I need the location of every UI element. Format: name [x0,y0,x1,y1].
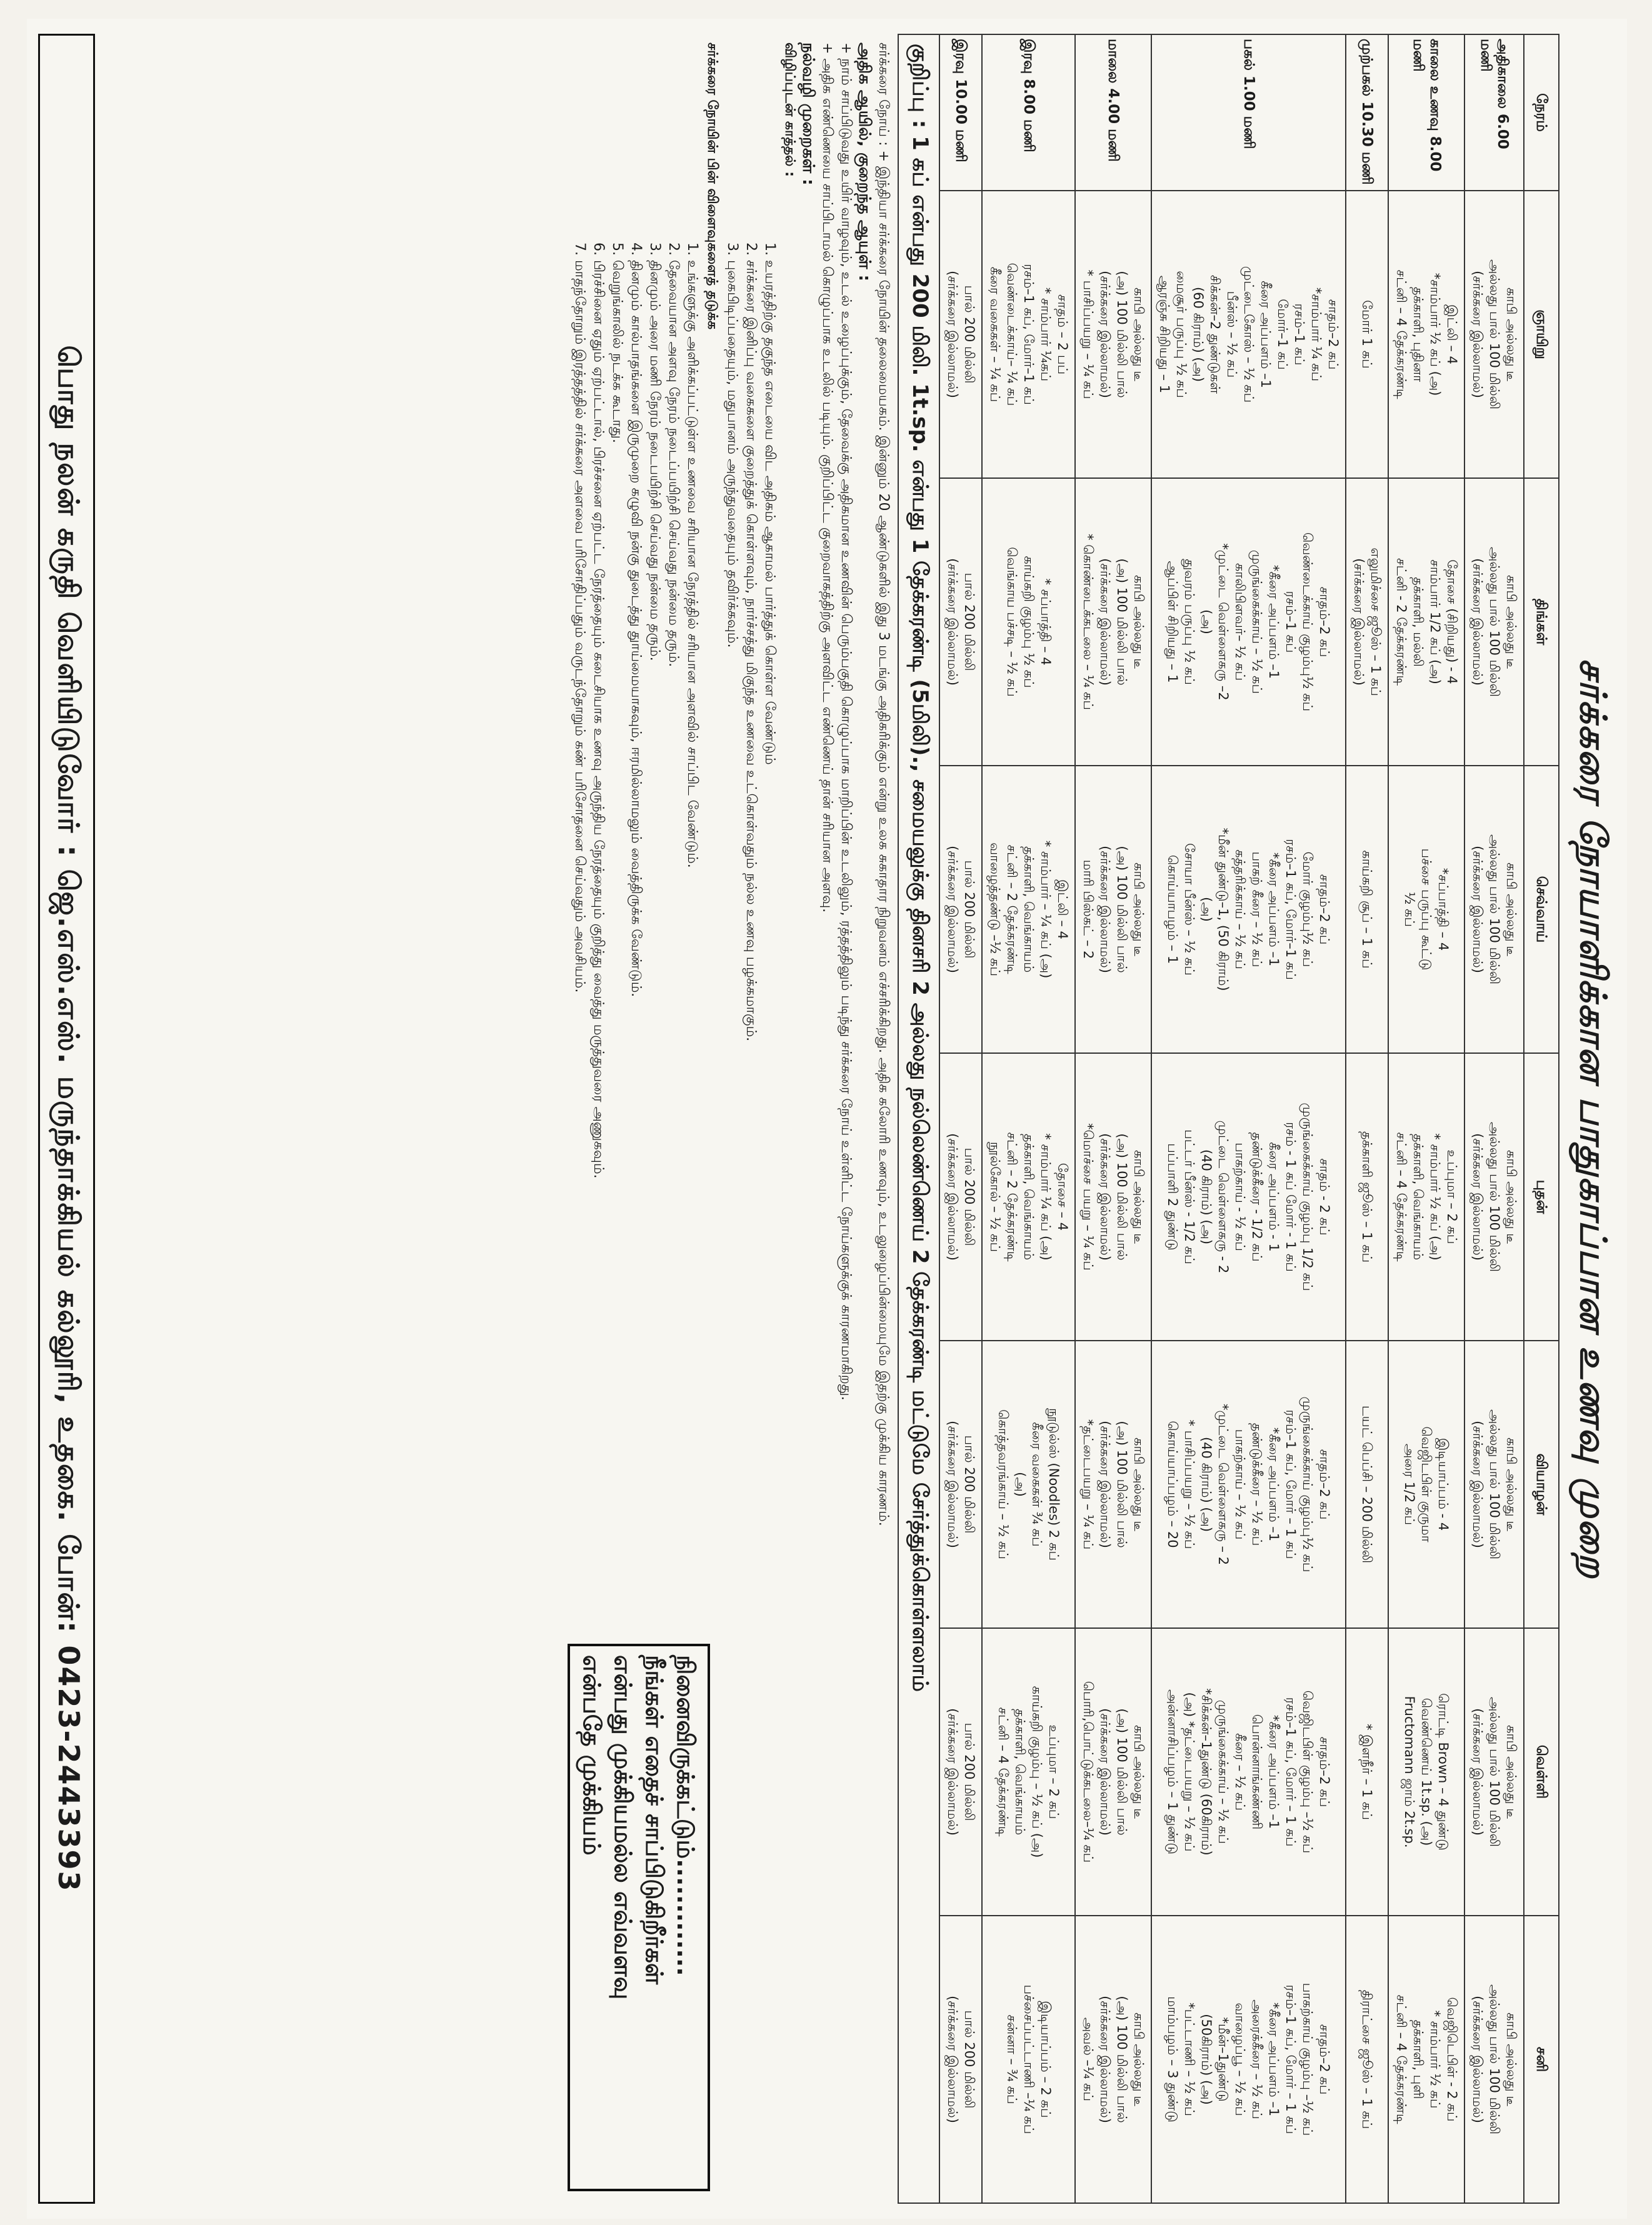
meal-item-text: திராட்சை ஜூஸ் – 1 கப் [1359,1989,1375,2129]
meal-cell [939,1628,982,1916]
meal-item-text: துவரம் பருப்பு ½ கப் [1182,559,1198,685]
meal-item-text: காபி அல்லது டீ [1504,2012,1519,2107]
meal-cell [1464,1916,1524,2203]
meal-cell [1151,1628,1346,1916]
meal-cell [1464,191,1524,478]
meal-item-text: *சாம்பார் ½ கப் (அ) [1428,272,1443,396]
page-title: சர்க்கரை நோயாளிக்கான பாதுகாப்பான உணவு முறை [1572,658,1614,1579]
meal-item-text: காபி அல்லது டீ [1504,1149,1519,1244]
measurement-note: குறிப்பு : 1 கப் என்பது 200 மிலி. 1t.sp. என்பது 1 தேக்கரண்டி (5மிலி)., சமையலுக்கு தினசரி 2 அல்லது நல்லெண்ணெய் 2 தேக்கரண்டி மட்டுமே சேர்த்துக்கொள்ளலாம் [898,34,939,2204]
meal-cell [1075,1916,1151,2203]
meal-item-text: வெண்ணெய் 1t.sp. (அ) [1419,1698,1434,1846]
meal-item-text: (அ) 100 மில்லி பால் [1114,1996,1129,2123]
meal-cell [1388,478,1464,766]
list-item: 3. தினமும் அரை மணி நேரம் நடைபயிற்சி செய்வது நன்மை தரும். [647,242,663,661]
meal-item-text: *மீன்–1துண்டு [1216,2017,1231,2102]
care-list [723,242,779,2195]
meal-item-text: எலுமிச்சை ஜூஸ் – 1 கப் [1368,548,1383,696]
table-body [939,34,1524,2203]
meal-cell [982,766,1075,1053]
meal-item-text: *கீரை அப்பளம் –1 [1266,2002,1282,2117]
meal-item-text: பால் 200 மில்லி [962,1722,977,1821]
meal-item-text: அல்லது பால் 100 மில்லி [1487,259,1502,410]
meal-item-text: ½ கப் [1402,891,1418,928]
meal-item-text: காய்கறி குழம்பு – ½ கப் (அ) [1029,1686,1045,1858]
meal-item-text: (40 கிராம்) (அ) [1199,1149,1214,1245]
meal-item-text: * சாம்பார் ¼ கப் (அ) [1038,1133,1053,1261]
meal-item-text: காலிபிளவர்– ½ கப் [1233,562,1248,681]
meal-item-text: பாகற்காய் - ½ கப் [1233,1142,1248,1251]
meal-item-text: காபி அல்லது டீ [1504,862,1519,957]
complications-heading: சர்க்கரை நோயின் பின் விளைவுகளைத் தடுக்க [704,42,720,330]
header-friday: வெள்ளி [1524,1628,1559,1916]
header-monday: திங்கள் [1524,478,1559,766]
meal-item-text: (சர்க்கரை இல்லாமல்) [1470,271,1485,398]
meal-item-text: ரசம்–1 கப், மோர்–1 கப் [1021,264,1036,405]
meal-item-text: வெங்காய பச்சடி – ½ கப் [1004,547,1019,697]
meal-item-text: தக்காளி, வெங்காயம் [1013,1708,1028,1836]
meal-item-text: * சாம்பார் ½ கப் [1428,2010,1443,2109]
meal-cell [1346,1628,1388,1916]
meal-item-text: *சாம்பார் ¼ கப் [1309,287,1324,382]
meal-item-text: (சர்க்கரை இல்லாமல்) [1470,846,1485,973]
meal-item-text: டயட் பெப்சி – 200 மில்லி [1359,1405,1375,1564]
meal-item-text: கொய்யாபழம் – 1 [1165,854,1181,964]
meal-item-text: பொரி,பொட்டுக்கடலை–¼ கப் [1081,1681,1096,1863]
meal-item-text: பாகற்காய் – ½ கப் [1233,1429,1248,1540]
meal-item-text: *பட்டாணி – ½ கப் [1182,2002,1198,2116]
meal-item-text: காய்கறி குழம்பு ½ கப் [1021,556,1036,688]
header-time: நேரம் [1524,34,1559,191]
meal-item-text: மாம்பழம் – 3 துண்டு [1165,1996,1181,2122]
meal-item-text: தோசை – 4 [1055,1162,1070,1231]
meal-item-text: பொன்னாங்கண்ணி [1249,1714,1265,1830]
meal-item-text: பச்சைப்பட்டாணி –¼ கப் [1021,1984,1036,2134]
meal-item-text: *முட்டை வெள்ளைகரு –2 [1216,543,1231,701]
meal-item-text: வெஜிடெபிள் - 2 கப் [1444,1997,1459,2122]
meal-cell [982,1628,1075,1916]
meal-item-text: கீரை அப்பளம் –1 [1258,281,1273,388]
meal-cell [1346,1053,1388,1341]
meal-item-text: (சர்க்கரை இல்லாமல்) [945,1133,960,1261]
meal-item-text: (சர்க்கரை இல்லாமல்) [1470,1421,1485,1548]
meal-item-text: இடியாப்பம் – 2 கப் [1038,2001,1053,2118]
meal-cell [1464,766,1524,1053]
table-row [1464,34,1524,2203]
meal-cell [982,1916,1075,2203]
list-item: 2. சர்க்கரை இனிப்பு வகைகளை குறைத்துக் கொள்ளவும், நார்ச்சத்து மிகுந்த உணவை உட்கொள்வதும் நல்ல உணவு பழக்கமாகும். [743,242,759,1042]
meal-item-text: வாழைப்பூ – ½ கப் [1233,2002,1248,2116]
meal-item-text: சாம்பார் 1/2 கப் (அ) [1428,559,1443,684]
table-row [939,34,982,2203]
reminder-line: என்பது முக்கியமல்ல எவ்வளவு [609,1655,637,2000]
meal-item-text: அல்லது பால் 100 மில்லி [1487,1696,1502,1848]
meal-item-text: (அ) 100 மில்லி பால் [1114,1133,1129,1261]
meal-cell [1346,478,1388,766]
meal-time-cell: பகல் 1.00 மணி [1151,34,1346,191]
meal-cell [982,191,1075,478]
meal-time-cell: இரவு 10.00 மணி [939,34,982,191]
meal-item-text: மோர்–1 கப் [1275,299,1290,370]
meal-item-text: காபி அல்லது டீ [1131,574,1146,669]
header-sunday: ஞாயிறு [1524,191,1559,478]
header-saturday: சனி [1524,1916,1559,2203]
meal-time-cell: அதிகாலை 6.00 மணி [1464,34,1524,191]
meal-item-text: (சர்க்கரை இல்லாமல்) [1351,558,1366,686]
meal-item-text: தக்காளி, மல்லி [1411,577,1426,667]
meal-item-text: ரசம்–1 கப், மோர் – 1 கப் [1283,1409,1299,1559]
meal-item-text: சட்னி – 4 தேக்கரண்டி [1394,1994,1409,2124]
meal-cell [1075,766,1151,1053]
meal-item-text: தண்டுக்கீரை - 1/2 கப் [1249,1132,1265,1262]
meal-item-text: காபி அல்லது டீ [1131,287,1146,382]
meal-time-cell: மாலை 4.00 மணி [1075,34,1151,191]
meal-item-text: (சர்க்கரை இல்லாமல்) [1470,1133,1485,1261]
table-row [1346,34,1388,2203]
care-heading: விழிப்புடன் காத்தல் : [782,42,798,177]
meal-item-text: பால் 200 மில்லி [962,1435,977,1534]
meal-cell [1151,766,1346,1053]
meal-cell [1151,191,1346,478]
meal-item-text: (சர்க்கரை இல்லாமல்) [1098,271,1113,398]
meal-item-text: ரசம்–1 கப், மோர் – 1 கப் [1283,1697,1299,1847]
meal-item-text: (50கிராம்) (அ) [1199,2014,1214,2105]
list-item: 7. மாதந்தோறும் இரத்தத்தில் சர்க்கரை அளவை பரிசோதிப்பதும் வருடந்தோறும் கண் பரிசோதனை செய்வதும் அவசியம். [572,242,588,993]
diet-table [939,34,1559,2204]
meal-cell [939,191,982,478]
meal-item-text: சட்னி – 4 தேக்கரண்டி [1394,269,1409,399]
meal-cell [1346,1341,1388,1628]
header-wednesday: புதன் [1524,1053,1559,1341]
meal-item-text: கீரை – ½ கப் [1233,1732,1248,1811]
meal-cell [1464,478,1524,766]
meal-cell [939,1916,982,2203]
meal-item-text: பால் 200 மில்லி [962,2010,977,2109]
meal-item-text: காபி அல்லது டீ [1131,1149,1146,1244]
meal-item-text: * பாசிப்பயறு – ½ கப் [1182,1419,1198,1549]
meal-item-text: தக்காளி, வெங்காயம் [1021,1133,1036,1261]
meal-item-text: ஆப்பிள் சிறியது – 1 [1165,561,1181,683]
meal-item-text: முட்டை வெள்ளைகரு - 2 [1216,1120,1231,1274]
meal-item-text: கீரை வகைகள் ¾ கப் [1029,1422,1045,1547]
meal-item-text: சாதம்–2 கப் [1317,2024,1333,2095]
meal-item-text: பாகற் கீரை – ½ கப் [1249,851,1265,968]
meal-item-text: (அ) 100 மில்லி பால் [1114,558,1129,686]
meal-item-text: காபி அல்லது டீ [1131,1437,1146,1532]
reminder-box [568,1644,710,2191]
meal-item-text: பச்சை பருப்பு கூட்டு [1419,848,1434,971]
table-row [1075,34,1151,2203]
meal-item-text: (அ) [1199,897,1214,922]
reminder-line: நீங்கள் எதைச் சாப்பிடுகிறீர்கள் [641,1655,668,1985]
meal-item-text: வெண்டைக்காய்– ¼ கப் [1004,262,1019,406]
meal-item-text: *மொச்சை பயறு – ¼ கப் [1081,1123,1096,1271]
meal-item-text: அல்லது பால் 100 மில்லி [1487,1409,1502,1560]
meal-item-text: காபி அல்லது டீ [1504,287,1519,382]
meal-time-cell: இரவு 8.00 மணி [982,34,1075,191]
reminder-line: என்பதே முக்கியம் [578,1655,606,1856]
meal-item-text: (சர்க்கரை இல்லாமல்) [945,846,960,973]
meal-item-text: (சர்க்கரை இல்லாமல்) [945,271,960,398]
table-row [1151,34,1346,2203]
meal-cell [1388,1053,1464,1341]
meal-item-text: (சர்க்கரை இல்லாமல்) [945,1708,960,1836]
meal-item-text: (40 கிராம்) (அ) [1199,1436,1214,1532]
meal-item-text: பால் 200 மில்லி [962,572,977,671]
meal-item-text: சட்னி – 2 தேக்கரண்டி [1004,844,1019,974]
meal-item-text: அல்லது பால் 100 மில்லி [1487,834,1502,985]
meal-item-text: காபி அல்லது டீ [1131,862,1146,957]
meal-item-text: சாதம்–2 கப் [1317,586,1333,658]
oil-bullet-2: + அதிக எண்ணெயை சாப்பிடாமல் கொழுப்பாக உடலில் படியும். குறிப்பிட்ட குறைவாகத்திற்கு அளவிட்ட எண்ணெய் தான் சரியான அளவு. [819,42,835,913]
list-item: 4. தினமும் கால்பாதங்களை இருமுறை கழுவி நன்கு துடைத்து துாய்மையாகவும், ஈரமில்லாமலும் வைத்திருக்க வேண்டும். [628,242,644,998]
meal-cell [1464,1628,1524,1916]
meal-item-text: ரசம்–1 கப், மோர் – 1 கப் [1283,1984,1299,2134]
reminder-line: நினைவிருக்கட்டும்............. [672,1655,699,1976]
meal-item-text: ரசம்–1 கப் [1292,303,1307,366]
oil-bullet-1: + நாம் சாப்பிடுவது உயிர் வாழவும், உடல் உழைப்புக்கும், தேவைக்கு அதிகமான உணவின் பெரும்பகுதி கொழுப்பாக மாறிப்பின் உடலிலும், ரத்தத்திலும் படிந்து சர்க்கரை நோய் உள்ளிட்ட நோய்களுக்குக் காரணமாகிறது. [838,42,854,1401]
meal-item-text: அரை 1/2 கப் [1402,1443,1418,1526]
meal-item-text: தக்காளி ஜூஸ் – 1 கப் [1359,1131,1375,1263]
meal-cell [982,478,1075,766]
meal-item-text: முருங்கைக்காய் – ½ கப் [1249,549,1265,694]
meal-cell [1151,478,1346,766]
meal-item-text: ரசம்–1 கப் [1283,591,1299,653]
meal-item-text: சன்னா – ¾ கப் [1004,2014,1019,2104]
meal-cell [939,478,982,766]
meal-item-text: (அ) *தட்டைபயறு – ½ கப் [1182,1692,1198,1852]
table-header-row [1524,34,1559,2203]
list-item: 2. தேவையான அளவு நேரம் நடைப்பயிற்சி செய்வது நன்மை தரும். [666,242,681,668]
meal-item-text: தோசை (சிறியது) - 4 [1444,559,1459,684]
meal-time-cell: முற்பகல் 10.30 மணி [1346,34,1388,191]
meal-item-text: காய்கறி சூப் – 1 கப் [1359,850,1375,969]
meal-item-text: சாதம்–2 கப் [1317,874,1333,945]
meal-item-text: காபி அல்லது டீ [1131,2012,1146,2107]
meal-item-text: வெண்டைக்காய் குழம்பு½ கப் [1300,532,1316,712]
meal-cell [1151,1916,1346,2203]
meal-item-text: ரொட்டி Brown – 4 துண்டு [1436,1693,1451,1851]
oil-heading: அதிக ஆயில், குறைந்த ஆயுள் : [855,42,874,281]
meal-item-text: * சாம்பார் ¼கப் [1038,287,1053,382]
meal-item-text: சட்னி – 4 தேக்கரண்டி [996,1707,1011,1837]
meal-item-text: தண்டுக்கீரை – ½ கப் [1249,1422,1265,1546]
meal-item-text: இடியாப்பம் - 4 [1436,1438,1451,1531]
meal-cell [939,1053,982,1341]
meal-item-text: அல்லது பால் 100 மில்லி [1487,546,1502,698]
meal-item-text: மோர் 1 கப் [1359,300,1375,369]
header-tuesday: செவ்வாய் [1524,766,1559,1053]
meal-item-text: (60 கிராம்) (அ) [1191,286,1206,382]
meal-item-text: (அ) 100 மில்லி பால் [1114,846,1129,973]
meal-cell [1346,766,1388,1053]
meal-item-text: பால் 200 மில்லி [962,285,977,384]
meal-item-text: காபி அல்லது டீ [1504,574,1519,669]
list-item: 1. உங்களுக்கு அளிக்கப்பட்டுள்ள உணவை சரியான நேரத்தில் சரியான அளவில் சாப்பிட வேண்டும். [684,242,700,868]
meal-cell [1151,1053,1346,1341]
list-item: 1. உயரத்திற்கு தகுந்த எடையை விட அதிகம் ஆகாமல் பார்த்துக் கொள்ள வேண்டும் [762,242,778,765]
meal-item-text: முருங்கைக்காய் குழம்பு 1/2 கப் [1300,1102,1316,1291]
meal-item-text: முருங்கைக்காய் குழம்பு½ கப் [1300,1396,1316,1572]
meal-cell [1151,1341,1346,1628]
meal-item-text: *சப்பாத்தி – 4 [1436,868,1451,951]
meal-cell [1346,1916,1388,2203]
meal-item-text: * இளநீர் – 1 கப் [1359,1724,1375,1820]
meal-item-text: பால் 200 மில்லி [962,1148,977,1246]
meal-item-text: ரசம் - 1 கப் மோர் - 1 கப் [1283,1122,1299,1272]
meal-item-text: பப்பாளி 2 துண்டு [1165,1143,1181,1251]
meal-item-text: ஆரஞ்சு சிறியது – 1 [1157,275,1172,394]
meal-item-text: பால் 200 மில்லி [962,860,977,959]
meal-item-text: *கீரை அப்பளம் –1 [1266,1714,1282,1829]
meal-item-text: பாகற்காய் குழம்பு –½ கப் [1300,1982,1316,2136]
meal-item-text: * சாம்பார் ½ கப் (அ) [1428,1133,1443,1261]
meal-item-text: சட்னி – 4 தேக்கரண்டி [1394,1132,1409,1262]
list-item: 5. வெறுங்காலில் நடக்க கூடாது. [609,242,625,443]
meal-item-text: அல்லது பால் 100 மில்லி [1487,1984,1502,2135]
meal-cell [1075,191,1151,478]
meal-item-text: அவல் –¼ கப் [1081,2017,1096,2102]
meal-time-cell: காலை உணவு 8.00 மணி [1388,34,1464,191]
meal-item-text: உப்புமா – 2 கப் [1046,1724,1062,1819]
meal-item-text: (சர்க்கரை இல்லாமல்) [945,558,960,686]
meal-item-text: *கீரை அப்பளம் –1 [1266,1427,1282,1542]
meal-item-text: (சர்க்கரை இல்லாமல்) [945,1421,960,1548]
meal-item-text: கொய்யாப்பழம் – 20 [1165,1421,1181,1548]
meal-item-text: மைசூர் பருப்பு ½ கப் [1174,271,1189,398]
meal-item-text: கீரை அப்பளம் - 1 [1266,1142,1282,1252]
meal-item-text: கத்தரிக்காய் – ½ கப் [1233,849,1248,969]
meal-item-text: காபி அல்லது டீ [1504,1437,1519,1532]
meal-item-text: சாதம் - 2 கப் [1317,1158,1333,1236]
meal-cell [1075,1053,1151,1341]
meal-item-text: (சர்க்கரை இல்லாமல்) [1098,558,1113,686]
meal-item-text: Fructomann ஜாம் 2t.sp. [1402,1696,1418,1848]
meal-item-text: (சர்க்கரை இல்லாமல்) [1470,1708,1485,1836]
meal-cell [1388,1341,1464,1628]
table-row [1388,34,1464,2203]
meal-item-text: (அ) 100 மில்லி பால் [1114,1708,1129,1836]
meal-item-text: காபி அல்லது டீ [1504,1724,1519,1819]
meal-cell [1075,478,1151,766]
meal-item-text: பீன்ஸ் – ½ கப் [1224,291,1239,378]
meal-item-text: தக்காளி, புதினா [1411,286,1426,382]
list-item: 3. புகைபிடிப்பதையும், மதுபானம் அருந்துவதையும் தவிர்க்கவும். [724,242,740,648]
diabetes-intro: சர்க்கரை நோய் : + இந்தியா சர்க்கரை நோயின் தலைமையகம். இன்னும் 20 ஆண்டுகளில் இது 3 மடங்கு அதிகரிக்கும் என்று உலக சுகாதார நிறுவனம் எச்சரிக்கிறது. அதிக கலோரி உணவும், உடலுழைப்பின்மையுமே இதற்கு முக்கிய காரணம். [876,42,891,1526]
meal-cell [1075,1628,1151,1916]
meal-item-text: (சர்க்கரை இல்லாமல்) [1098,1996,1113,2123]
meal-item-text: சட்னி – 2 தேக்கரண்டி [1004,1132,1019,1262]
meal-item-text: அன்னாசிப்பழம் – 1 துண்டு [1165,1689,1181,1855]
meal-item-text: இட்லி – 4 [1055,879,1070,939]
meal-item-text: (சர்க்கரை இல்லாமல்) [1470,558,1485,686]
meal-item-text: ரசம்–1 கப், மோர்–1 கப் [1283,839,1299,980]
meal-item-text: நூடுல்ஸ் (Noodles) 2 கப் [1046,1408,1062,1561]
meal-item-text: நூல்கோல் – ½ கப் [988,1141,1003,1252]
meal-item-text: (அ) [1199,609,1214,634]
meal-item-text: *முட்டை வெள்ளைகரு – 2 [1216,1403,1231,1566]
meal-cell [1464,1341,1524,1628]
meal-item-text: கொத்தவரங்காய் – ½ கப் [996,1409,1011,1559]
meal-item-text: பட்டர் பீன்ஸ் - 1/2 கப் [1182,1129,1198,1264]
header-thursday: வியாழன் [1524,1341,1559,1628]
meal-cell [1388,1916,1464,2203]
meal-item-text: *கீரை அப்பளம் –1 [1266,564,1282,679]
meal-item-text: (சர்க்கரை இல்லாமல்) [1470,1996,1485,2123]
meal-cell [1388,1628,1464,1916]
meal-item-text: *தட்டைபயறு – ¼ கப் [1081,1419,1096,1550]
meal-item-text: அல்லது பால் 100 மில்லி [1487,1121,1502,1272]
meal-item-text: *மீன் துண்டு–1, (50 கிராம்) [1216,828,1231,991]
meal-item-text: முட்டைகோஸ் – ½ கப் [1241,266,1256,403]
meal-item-text: மாரி பிஸ்கட் – 2 [1081,859,1096,959]
meal-item-text: மோர் குழம்பு½ கப் [1300,851,1316,968]
meal-item-text: அரைக்கீரை – ½ கப் [1249,1999,1265,2119]
meal-item-text: சாதம்–2 கப் [1326,299,1341,370]
meal-item-text: * சப்பாத்தி – 4 [1038,578,1053,666]
meal-item-text: சாதம் – 2 பப் [1055,294,1070,375]
list-item: 6. பிரச்சினை ஏதும் ஏற்பட்டால், பிரச்சனை ஏற்பட்ட நேரத்தையும் கடைசியாக உணவு அருந்திய நேரத்தையும் குறித்து வைத்து மருத்துவரை அணுகவும். [591,242,606,1179]
meal-item-text: *சிக்கன்–1துண்டு (60கிராம்) [1199,1688,1214,1856]
meal-item-text: (சர்க்கரை இல்லாமல்) [1098,1421,1113,1548]
meal-item-text: காபி அல்லது டீ [1131,1724,1146,1819]
meal-cell [1388,191,1464,478]
good-practices-heading: நல்வழி முறைகள் : [799,42,818,186]
meal-item-text: உப்புமா – 2 கப் [1444,1149,1459,1244]
meal-cell [1075,1341,1151,1628]
meal-item-text: * சாம்பார் – ¼ கப் (அ) [1038,840,1053,979]
meal-item-text: (சர்க்கரை இல்லாமல்) [1098,1708,1113,1836]
meal-item-text: சட்னி - 2 தேக்கரண்டி [1394,558,1409,686]
meal-cell [1388,766,1464,1053]
meal-cell [1464,1053,1524,1341]
meal-item-text: *கீரை அப்பளம் –1 [1266,852,1282,967]
meal-item-text: சாதம்–2 கப் [1317,1449,1333,1520]
meal-item-text: முருங்கைக்காய் – ½ கப் [1216,1699,1231,1844]
notes-section [564,34,898,2204]
meal-item-text: (அ) [1013,1472,1028,1497]
meal-item-text: தக்காளி, வெங்காயம் [1021,846,1036,973]
publisher-footer: பொது நலன் கருதி வெளியிடுவோர் : ஜெ.எஸ்.எஸ். மருந்தாக்கியல் கல்லூரி, உதகை. போன்: 0423-2443393 [38,34,95,2204]
meal-item-text: வெஜிடபிள் குருமா [1419,1426,1434,1542]
meal-cell [982,1341,1075,1628]
meal-item-text: சோயா பீன்ஸ் – ½ கப் [1182,843,1198,976]
meal-item-text: சிக்கன்–2 துண்டுகள் [1208,274,1223,394]
meal-item-text: வெஜிடபிள் குழம்பு –½ கப் [1300,1690,1316,1854]
meal-item-text: (சர்க்கரை இல்லாமல்) [1098,1133,1113,1261]
meal-cell [939,1341,982,1628]
meal-item-text: * பாசிப்பயறு – ¼ கப் [1081,269,1096,399]
meal-item-text: தக்காளி, புளி [1411,2019,1426,2099]
meal-item-text: (அ) 100 மில்லி பால் [1114,271,1129,398]
meal-item-text: (சர்க்கரை இல்லாமல்) [1098,846,1113,973]
meal-item-text: (சர்க்கரை இல்லாமல்) [945,1996,960,2123]
meal-item-text: சாதம்–2 கப் [1317,1736,1333,1808]
meal-item-text: (அ) 100 மில்லி பால் [1114,1421,1129,1548]
meal-item-text: கீரை வகைகள் – ¼ கப் [988,266,1003,402]
table-row [982,34,1075,2203]
meal-item-text: வாழைத்தண்டு –½ கப் [988,842,1003,976]
meal-cell [1346,191,1388,478]
meal-item-text: தக்காளி, வெங்காயம் [1411,1133,1426,1261]
meal-cell [982,1053,1075,1341]
meal-item-text: இட்லி – 4 [1444,304,1459,364]
meal-item-text: * கொண்டைக்கடலை – ¼ கப் [1081,533,1096,711]
meal-cell [939,766,982,1053]
diet-chart-document [27,19,1627,2219]
